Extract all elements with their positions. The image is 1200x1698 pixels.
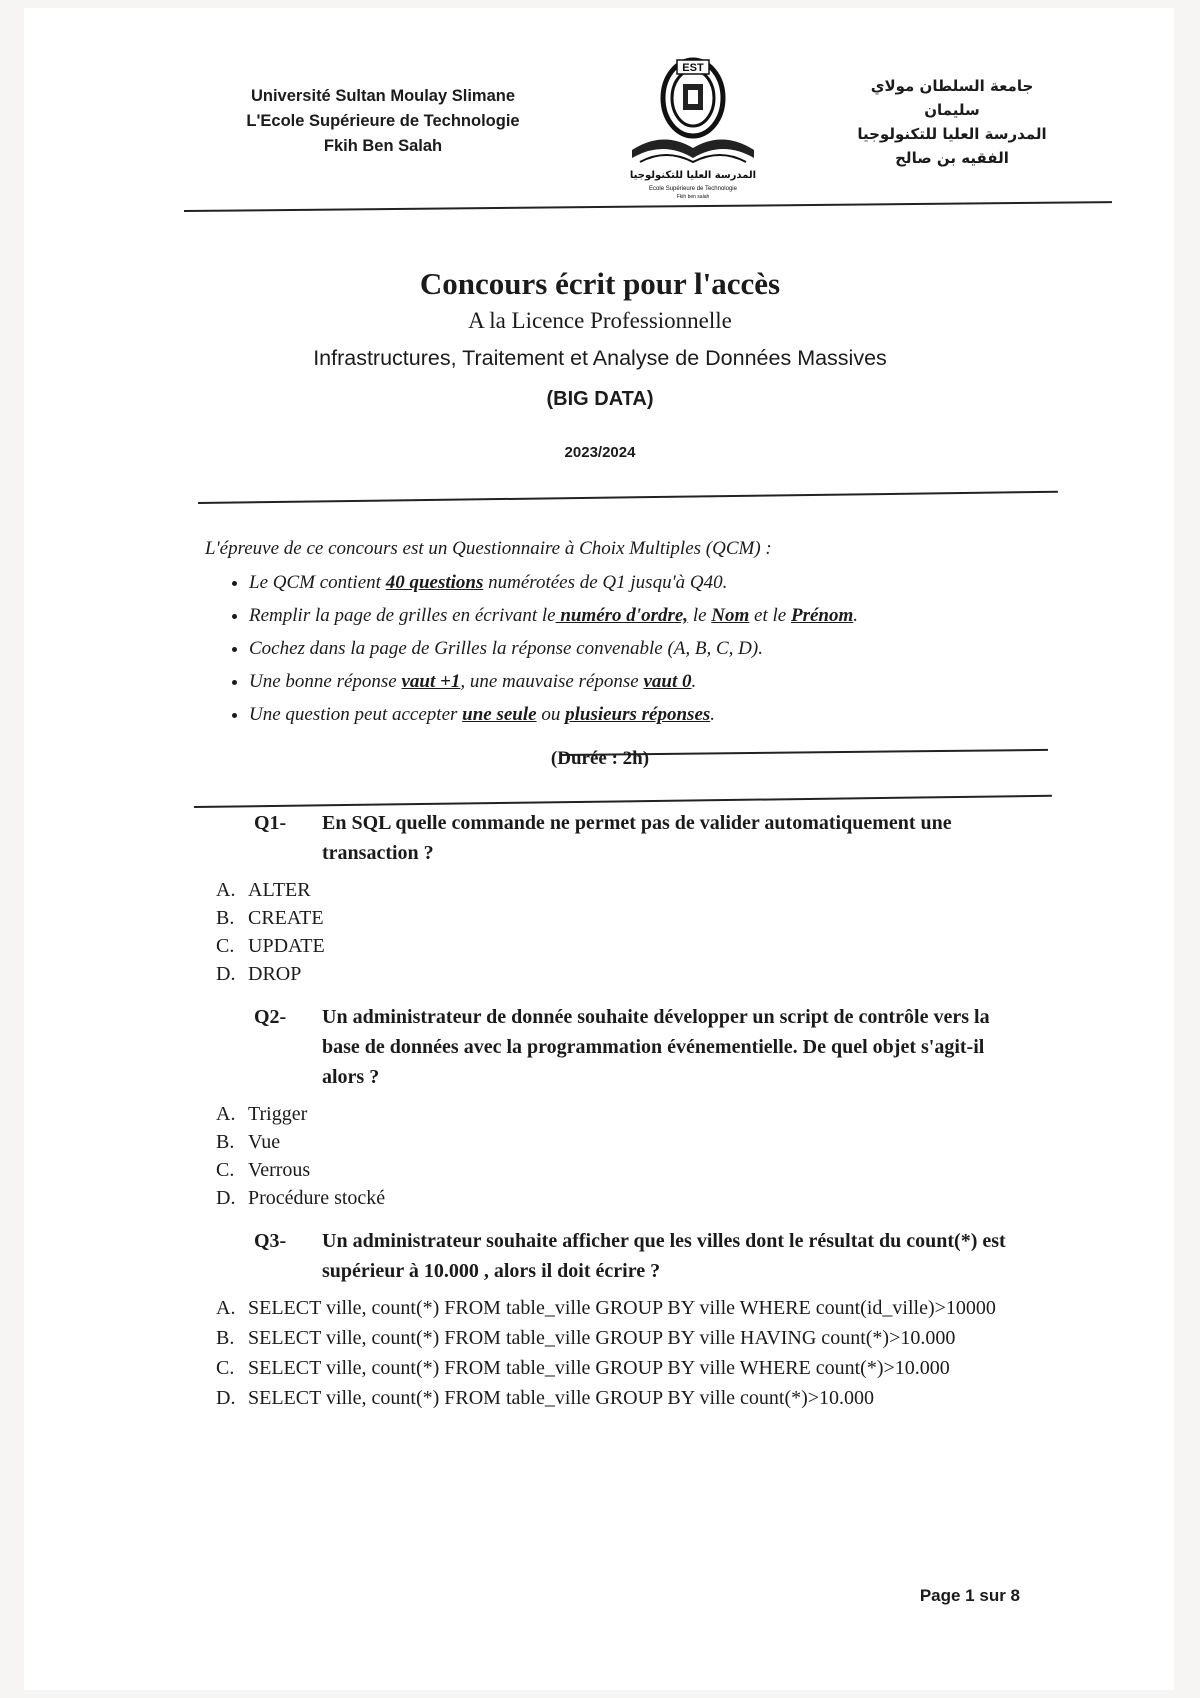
document-header xyxy=(0,0,1200,210)
options-list xyxy=(216,1294,1016,1413)
instructions-list xyxy=(205,566,985,731)
instruction-item: • Une bonne réponse vaut +1, une mauvaise réponse vaut 0. xyxy=(249,665,985,698)
question-number: Q3- xyxy=(254,1230,287,1252)
logo-acronym: EST xyxy=(682,62,704,74)
options-list xyxy=(216,876,1016,988)
question-text: Un administrateur de donnée souhaite développer un script de contrôle vers la base de données avec la programmation événementielle. De quel objet s'agit-il alors ? xyxy=(322,1006,990,1088)
option-letter: C. xyxy=(216,1159,235,1181)
logo-caption-small: Fkih ben salah xyxy=(676,194,710,200)
exam-subtitle: A la Licence Professionnelle xyxy=(468,308,732,333)
academic-year: 2023/2024 xyxy=(564,444,636,461)
option-text: ALTER xyxy=(248,879,311,901)
option-d[interactable] xyxy=(216,1384,1016,1413)
question-q3 xyxy=(216,1226,1016,1413)
option-text: SELECT ville, count(*) FROM table_ville GROUP BY ville count(*)>10.000 xyxy=(248,1387,875,1409)
logo-caption-ar: المدرسة العليا للتكنولوجيا xyxy=(629,170,757,181)
university-line: Université Sultan Moulay Slimane xyxy=(250,87,516,105)
option-letter: D. xyxy=(216,1187,236,1209)
logo-caption-fr: Ecole Supérieure de Technologie xyxy=(649,186,737,192)
option-text: CREATE xyxy=(248,907,324,929)
instructions-intro: L'épreuve de ce concours est un Questionnaire à Choix Multiples (QCM) : xyxy=(205,538,772,559)
question-q1 xyxy=(216,808,1016,988)
exam-duration: (Durée : 2h) xyxy=(550,748,650,769)
program-name: Infrastructures, Traitement et Analyse de Données Massives xyxy=(313,346,887,370)
options-list xyxy=(216,1100,1016,1212)
program-tag: (BIG DATA) xyxy=(546,388,654,410)
option-d[interactable] xyxy=(216,1184,1016,1212)
exam-title: Concours écrit pour l'accès xyxy=(419,266,781,301)
question-q2 xyxy=(216,1002,1016,1212)
option-letter: B. xyxy=(216,1131,235,1153)
option-b[interactable] xyxy=(216,1128,1016,1156)
option-letter: C. xyxy=(216,1357,235,1379)
option-letter: A. xyxy=(216,879,236,901)
city-line: Fkih Ben Salah xyxy=(323,137,443,155)
university-name-fr xyxy=(238,84,528,159)
school-line-ar: المدرسة العليا للتكنولوجيا xyxy=(857,125,1047,143)
option-text: Procédure stocké xyxy=(248,1187,386,1209)
option-a[interactable] xyxy=(216,1100,1016,1128)
city-line-ar: الفقيه بن صالح xyxy=(895,149,1009,167)
option-c[interactable] xyxy=(216,932,1016,960)
option-text: Verrous xyxy=(248,1159,311,1181)
option-text: DROP xyxy=(248,963,302,985)
question-text: Un administrateur souhaite afficher que les villes dont le résultat du count(*) est supérieur à 10.000 , alors il doit écrire ? xyxy=(322,1230,1006,1282)
option-letter: D. xyxy=(216,1387,236,1409)
instructions-block xyxy=(205,538,985,731)
questions-list xyxy=(216,808,1016,1427)
option-text: SELECT ville, count(*) FROM table_ville GROUP BY ville HAVING count(*)>10.000 xyxy=(248,1327,956,1349)
option-letter: C. xyxy=(216,935,235,957)
school-line: L'Ecole Supérieure de Technologie xyxy=(246,112,520,130)
option-text: SELECT ville, count(*) FROM table_ville GROUP BY ville WHERE count(id_ville)>10000 xyxy=(248,1297,996,1319)
option-b[interactable] xyxy=(216,1324,1016,1353)
instruction-item: • Remplir la page de grilles en écrivant le numéro d'ordre, le Nom et le Prénom. xyxy=(249,599,985,632)
university-name-ar xyxy=(842,74,1062,170)
option-c[interactable] xyxy=(216,1156,1016,1184)
option-letter: B. xyxy=(216,1327,235,1349)
question-text: En SQL quelle commande ne permet pas de valider automatiquement une transaction ? xyxy=(322,812,952,864)
page-number: Page 1 sur 8 xyxy=(919,1586,1020,1605)
option-letter: B. xyxy=(216,907,235,929)
question-number: Q1- xyxy=(254,812,287,834)
university-line-ar: جامعة السلطان مولاي سليمان xyxy=(870,77,1034,119)
option-a[interactable] xyxy=(216,1294,1016,1323)
option-letter: A. xyxy=(216,1103,236,1125)
option-letter: D. xyxy=(216,963,236,985)
option-d[interactable] xyxy=(216,960,1016,988)
question-number: Q2- xyxy=(254,1006,287,1028)
instruction-item: • Le QCM contient 40 questions numérotées de Q1 jusqu'à Q40. xyxy=(249,566,985,599)
option-text: UPDATE xyxy=(248,935,325,957)
option-c[interactable] xyxy=(216,1354,1016,1383)
est-emblem-icon xyxy=(618,54,768,214)
instruction-item: • Une question peut accepter une seule ou plusieurs réponses. xyxy=(249,698,985,731)
instruction-item: • Cochez dans la page de Grilles la réponse convenable (A, B, C, D). xyxy=(249,632,985,665)
option-text: Vue xyxy=(248,1131,281,1153)
option-text: Trigger xyxy=(248,1103,308,1125)
option-b[interactable] xyxy=(216,904,1016,932)
option-letter: A. xyxy=(216,1297,236,1319)
option-text: SELECT ville, count(*) FROM table_ville GROUP BY ville WHERE count(*)>10.000 xyxy=(248,1357,950,1379)
option-a[interactable] xyxy=(216,876,1016,904)
